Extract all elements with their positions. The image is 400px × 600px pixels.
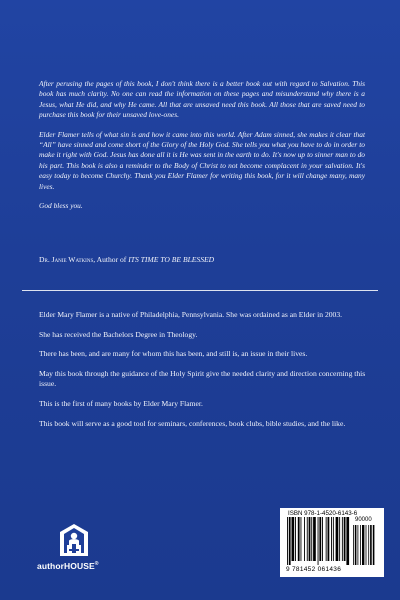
endorsement-paragraph-1: After perusing the pages of this book, I don't think there is a better book out with regard to Salvation. This book has much clarity. No one can read the information on these pages and misunderstand why there is a Jesus, what He did, and why He came. All that are unsaved need this book. All those that are saved need to purchase this book for their unsaved love-ones.: [39, 79, 365, 120]
attribution-name: Dr. Janie Watkins: [39, 255, 94, 264]
attribution-middle: , Author of: [93, 255, 129, 264]
isbn-label: ISBN 978-1-4520-6143-6: [288, 510, 358, 517]
author-bio: [39, 310, 369, 438]
bio-paragraph-4: May this book through the guidance of the Holy Spirit give the needed clarity and direction concerning this issue.: [39, 368, 366, 389]
section-divider: [22, 290, 378, 291]
bio-paragraph-2: She has received the Bachelors Degree in Theology.: [39, 329, 198, 339]
publisher-name: [37, 561, 99, 571]
barcode-bars: [285, 517, 379, 567]
endorsement-closing: God bless you.: [39, 201, 83, 211]
barcode-number: 9 781452 061436: [286, 566, 342, 573]
publisher-name-prefix: author: [37, 561, 65, 571]
endorsement-block: [39, 79, 365, 215]
bio-paragraph-6: This book will serve as a good tool for seminars, conferences, book clubs, bible studies, and the like.: [39, 418, 346, 428]
attribution-book-title: ITS TIME TO BE BLESSED: [128, 255, 215, 264]
endorsement-attribution: [39, 255, 214, 265]
house-logo-icon: [59, 523, 89, 557]
publisher-logo: [37, 523, 117, 575]
registered-mark: ®: [94, 561, 99, 567]
endorsement-paragraph-2: Elder Flamer tells of what sin is and how it came into this world. After Adam sinned, she makes it clear that “All” have sinned and come short of the Glory of the Holy God. She tells you what you have to do in order to make it right with God. Jesus has done all it is He was sent in the earth to do. It's now up to sinner man to do his part. This book is also a reminder to the Body of Christ to not become complacent in your salvation. It's easy today to become Churchy. Thank you Elder Flamer for writing this book, for it will change many, many lives.: [39, 129, 365, 191]
bio-paragraph-1: Elder Mary Flamer is a native of Philadelphia, Pennsylvania. She was ordained as an Elder in 2003.: [39, 310, 343, 319]
isbn-barcode: [280, 508, 384, 577]
publisher-name-suffix: HOUSE: [64, 561, 95, 571]
barcode-addon: 90000: [355, 517, 372, 523]
bio-paragraph-5: This is the first of many books by Elder Mary Flamer.: [39, 398, 203, 408]
bio-paragraph-3: There has been, and are many for whom this has been, and still is, an issue in their lives.: [39, 349, 308, 359]
